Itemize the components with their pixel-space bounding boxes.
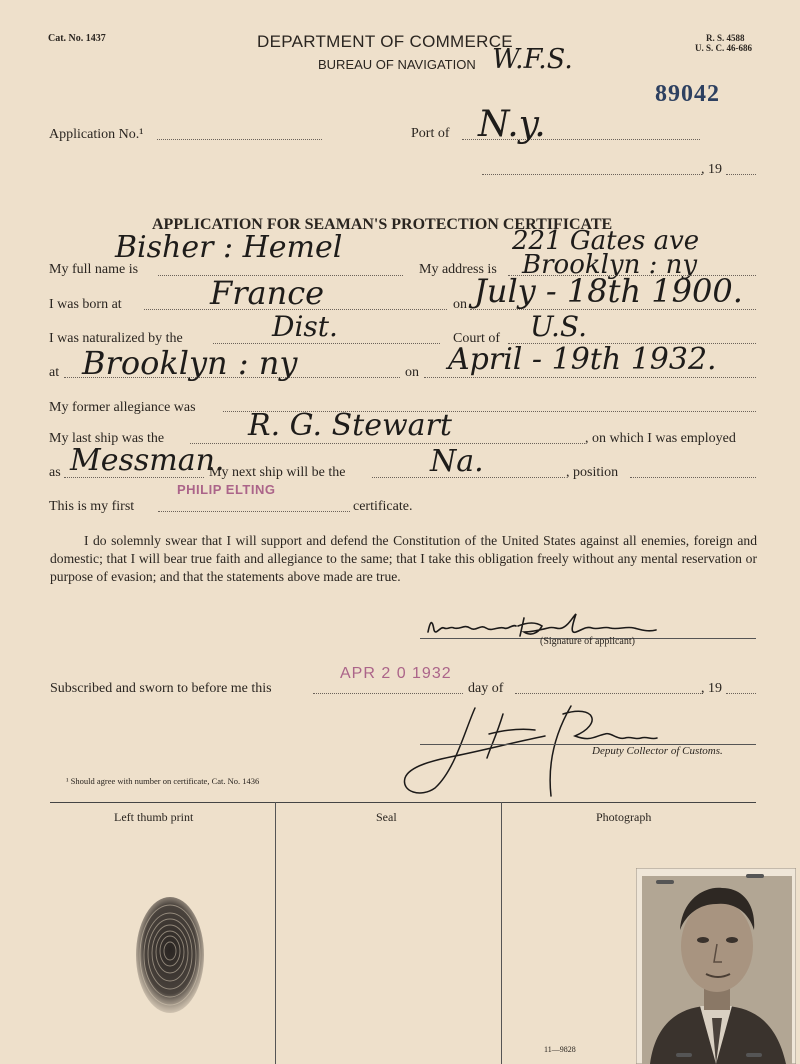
next-ship-value: Na.	[430, 444, 484, 479]
last-ship-label: My last ship was the	[49, 431, 165, 446]
applicant-signature-caption: (Signature of applicant)	[540, 636, 635, 647]
photograph-label: Photograph	[596, 810, 652, 824]
date-stamp: APR 2 0 1932	[340, 665, 452, 682]
name-stamp: PHILIP ELTING	[177, 482, 276, 497]
year-prefix: , 19	[701, 162, 722, 177]
court-label: Court of	[453, 331, 501, 346]
at-label: at	[49, 365, 60, 380]
handwritten-initials: W.F.S.	[492, 44, 573, 75]
as-label: as	[49, 465, 61, 480]
year-line	[726, 174, 756, 175]
certificate-label: certificate.	[353, 499, 413, 514]
naturalized-label: I was naturalized by the	[49, 331, 183, 346]
port-label: Port of	[411, 126, 450, 141]
usc-reference: U. S. C. 46-686	[695, 43, 753, 53]
subscribed-day-line	[313, 693, 463, 694]
address-line2: Brooklyn : ny	[522, 250, 698, 280]
application-no-label: Application No.¹	[49, 127, 144, 142]
court-value: U.S.	[530, 310, 588, 343]
position-line	[630, 477, 756, 478]
collector-caption: Deputy Collector of Customs.	[592, 745, 723, 757]
last-ship-line	[190, 443, 585, 444]
thumbprint-image	[132, 893, 208, 1017]
thumb-print-label: Left thumb print	[114, 810, 194, 824]
day-of-label: day of	[468, 681, 504, 696]
port-value: N.y.	[478, 104, 546, 145]
at-value: Brooklyn : ny	[82, 344, 298, 382]
footnote: ¹ Should agree with number on certificate, Cat. No. 1436	[66, 776, 260, 786]
date-line	[482, 174, 702, 175]
naturalized-date-value: April - 19th 1932.	[448, 342, 717, 377]
position-label: , position	[566, 465, 619, 480]
rs-reference: R. S. 4588	[706, 33, 745, 43]
bureau-heading: BUREAU OF NAVIGATION	[318, 57, 476, 72]
allegiance-label: My former allegiance was	[49, 400, 196, 415]
subscribed-label: Subscribed and sworn to before me this	[50, 681, 272, 696]
naturalized-date-line	[424, 377, 756, 378]
name-value: Bisher : Hemel	[115, 230, 343, 265]
department-heading: DEPARTMENT OF COMMERCE	[257, 32, 513, 51]
boxes-top-rule	[50, 802, 756, 803]
employed-label: , on which I was employed	[585, 431, 736, 446]
applicant-photograph	[636, 868, 796, 1064]
first-certificate-line	[158, 511, 350, 512]
last-ship-value: R. G. Stewart	[248, 408, 452, 443]
naturalized-value: Dist.	[272, 310, 338, 343]
oath-text: I do solemnly swear that I will support and defend the Constitution of the United States against all enemies, foreign and domestic; that I will bear true faith and allegiance to the same; that I take this obligation freely without any mental reservation or purpose of evasion; and that the statements above made are true.	[50, 533, 757, 584]
born-place-value: France	[210, 274, 325, 312]
born-date-value: July - 18th 1900.	[474, 272, 743, 310]
application-no-line	[157, 139, 322, 140]
seal-photo-divider	[501, 802, 502, 1064]
form-number: 11—9828	[544, 1045, 576, 1054]
form-title: APPLICATION FOR SEAMAN'S PROTECTION CERTIFICATE	[152, 216, 613, 233]
born-label: I was born at	[49, 297, 122, 312]
first-certificate-label: This is my first	[49, 499, 135, 514]
seal-label: Seal	[376, 810, 397, 824]
born-on-label: on	[453, 297, 467, 312]
serial-number: 89042	[655, 81, 720, 107]
thumb-seal-divider	[275, 802, 276, 1064]
address-line1: 221 Gates ave	[512, 226, 700, 256]
catalog-number: Cat. No. 1437	[48, 33, 106, 44]
subscribed-year-label: , 19	[701, 681, 722, 696]
month-line	[515, 693, 703, 694]
next-ship-label: My next ship will be the	[209, 465, 346, 480]
naturalized-on-label: on	[405, 365, 419, 380]
address-label: My address is	[419, 262, 497, 277]
as-value: Messman.	[70, 443, 225, 478]
name-label: My full name is	[49, 262, 139, 277]
subscribed-year-line	[726, 693, 756, 694]
